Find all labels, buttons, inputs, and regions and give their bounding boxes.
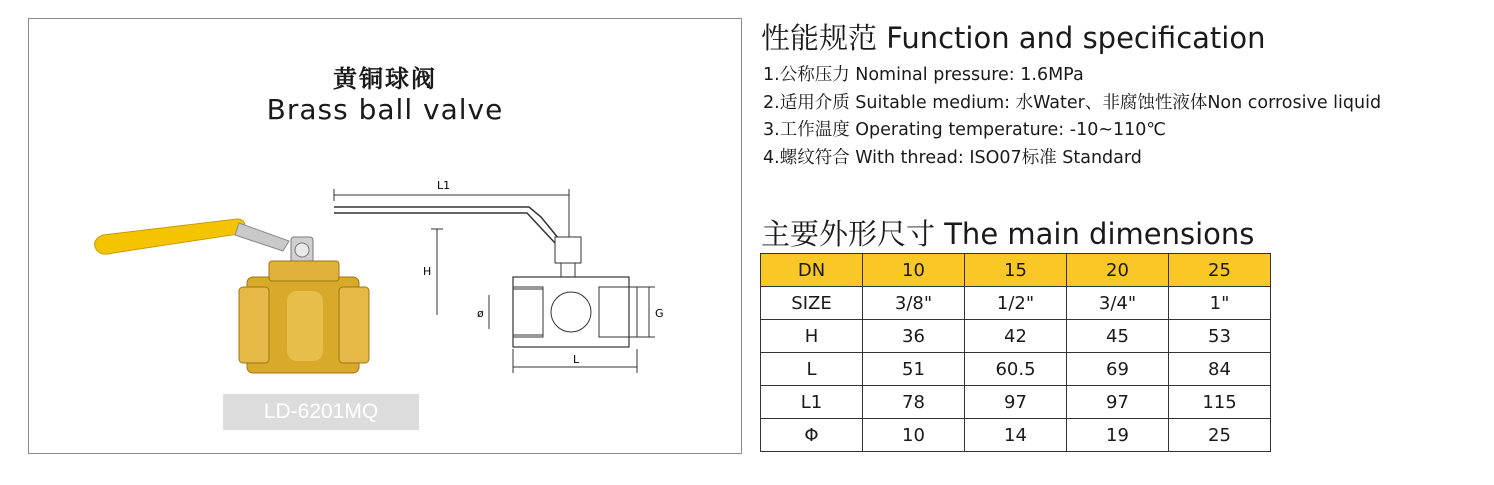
table-cell: 97 (965, 386, 1067, 419)
table-cell: 60.5 (965, 353, 1067, 386)
row-label: L1 (761, 386, 863, 419)
product-title-en: Brass ball valve (266, 93, 504, 126)
spec-title: 性能规范 Function and specification (761, 21, 1266, 55)
table-cell: 36 (863, 320, 965, 353)
spec-item: 2.适用介质 Suitable medium: 水Water、非腐蚀性液体Non corrosive liquid (763, 92, 1382, 113)
label-l1: L1 (437, 179, 451, 192)
table-cell: 10 (863, 254, 965, 287)
table-cell: 53 (1169, 320, 1271, 353)
dimensions-title: 主要外形尺寸 The main dimensions (761, 217, 1255, 251)
table-cell: 97 (1067, 386, 1169, 419)
table-cell: 69 (1067, 353, 1169, 386)
row-label: Φ (761, 419, 863, 452)
label-h: H (423, 265, 432, 278)
model-badge: LD-6201MQ (223, 394, 419, 430)
table-cell: 10 (863, 419, 965, 452)
table-row-dn (761, 254, 1271, 287)
label-phi: ø (477, 307, 484, 320)
table-cell: 45 (1067, 320, 1169, 353)
table-cell: 115 (1169, 386, 1271, 419)
table-cell: 14 (965, 419, 1067, 452)
valve-technical-drawing (329, 177, 669, 377)
table-cell: 78 (863, 386, 965, 419)
table-cell: 25 (1169, 254, 1271, 287)
spec-item: 1.公称压力 Nominal pressure: 1.6MPa (763, 65, 1084, 85)
table-row-phi (761, 419, 1271, 452)
table-cell: 25 (1169, 419, 1271, 452)
table-cell: 15 (965, 254, 1067, 287)
row-label: L (761, 353, 863, 386)
table-cell: 3/8" (863, 287, 965, 320)
table-cell: 3/4" (1067, 287, 1169, 320)
table-row-h (761, 320, 1271, 353)
dimensions-table (760, 253, 1271, 452)
table-cell: 84 (1169, 353, 1271, 386)
table-cell: 19 (1067, 419, 1169, 452)
spec-list (763, 62, 1381, 172)
row-label: DN (761, 254, 863, 287)
table-cell: 51 (863, 353, 965, 386)
row-label: SIZE (761, 287, 863, 320)
table-cell: 1/2" (965, 287, 1067, 320)
table-row-l1 (761, 386, 1271, 419)
table-cell: 20 (1067, 254, 1169, 287)
product-panel (28, 18, 742, 454)
product-title-zh: 黄铜球阀 (333, 65, 437, 93)
label-g: G (655, 307, 664, 320)
label-l: L (573, 353, 580, 366)
table-row-l (761, 353, 1271, 386)
table-cell: 1" (1169, 287, 1271, 320)
table-row-size (761, 287, 1271, 320)
table-cell: 42 (965, 320, 1067, 353)
spec-item: 3.工作温度 Operating temperature: -10~110℃ (763, 120, 1167, 140)
row-label: H (761, 320, 863, 353)
spec-item: 4.螺纹符合 With thread: ISO07标准 Standard (763, 147, 1142, 168)
